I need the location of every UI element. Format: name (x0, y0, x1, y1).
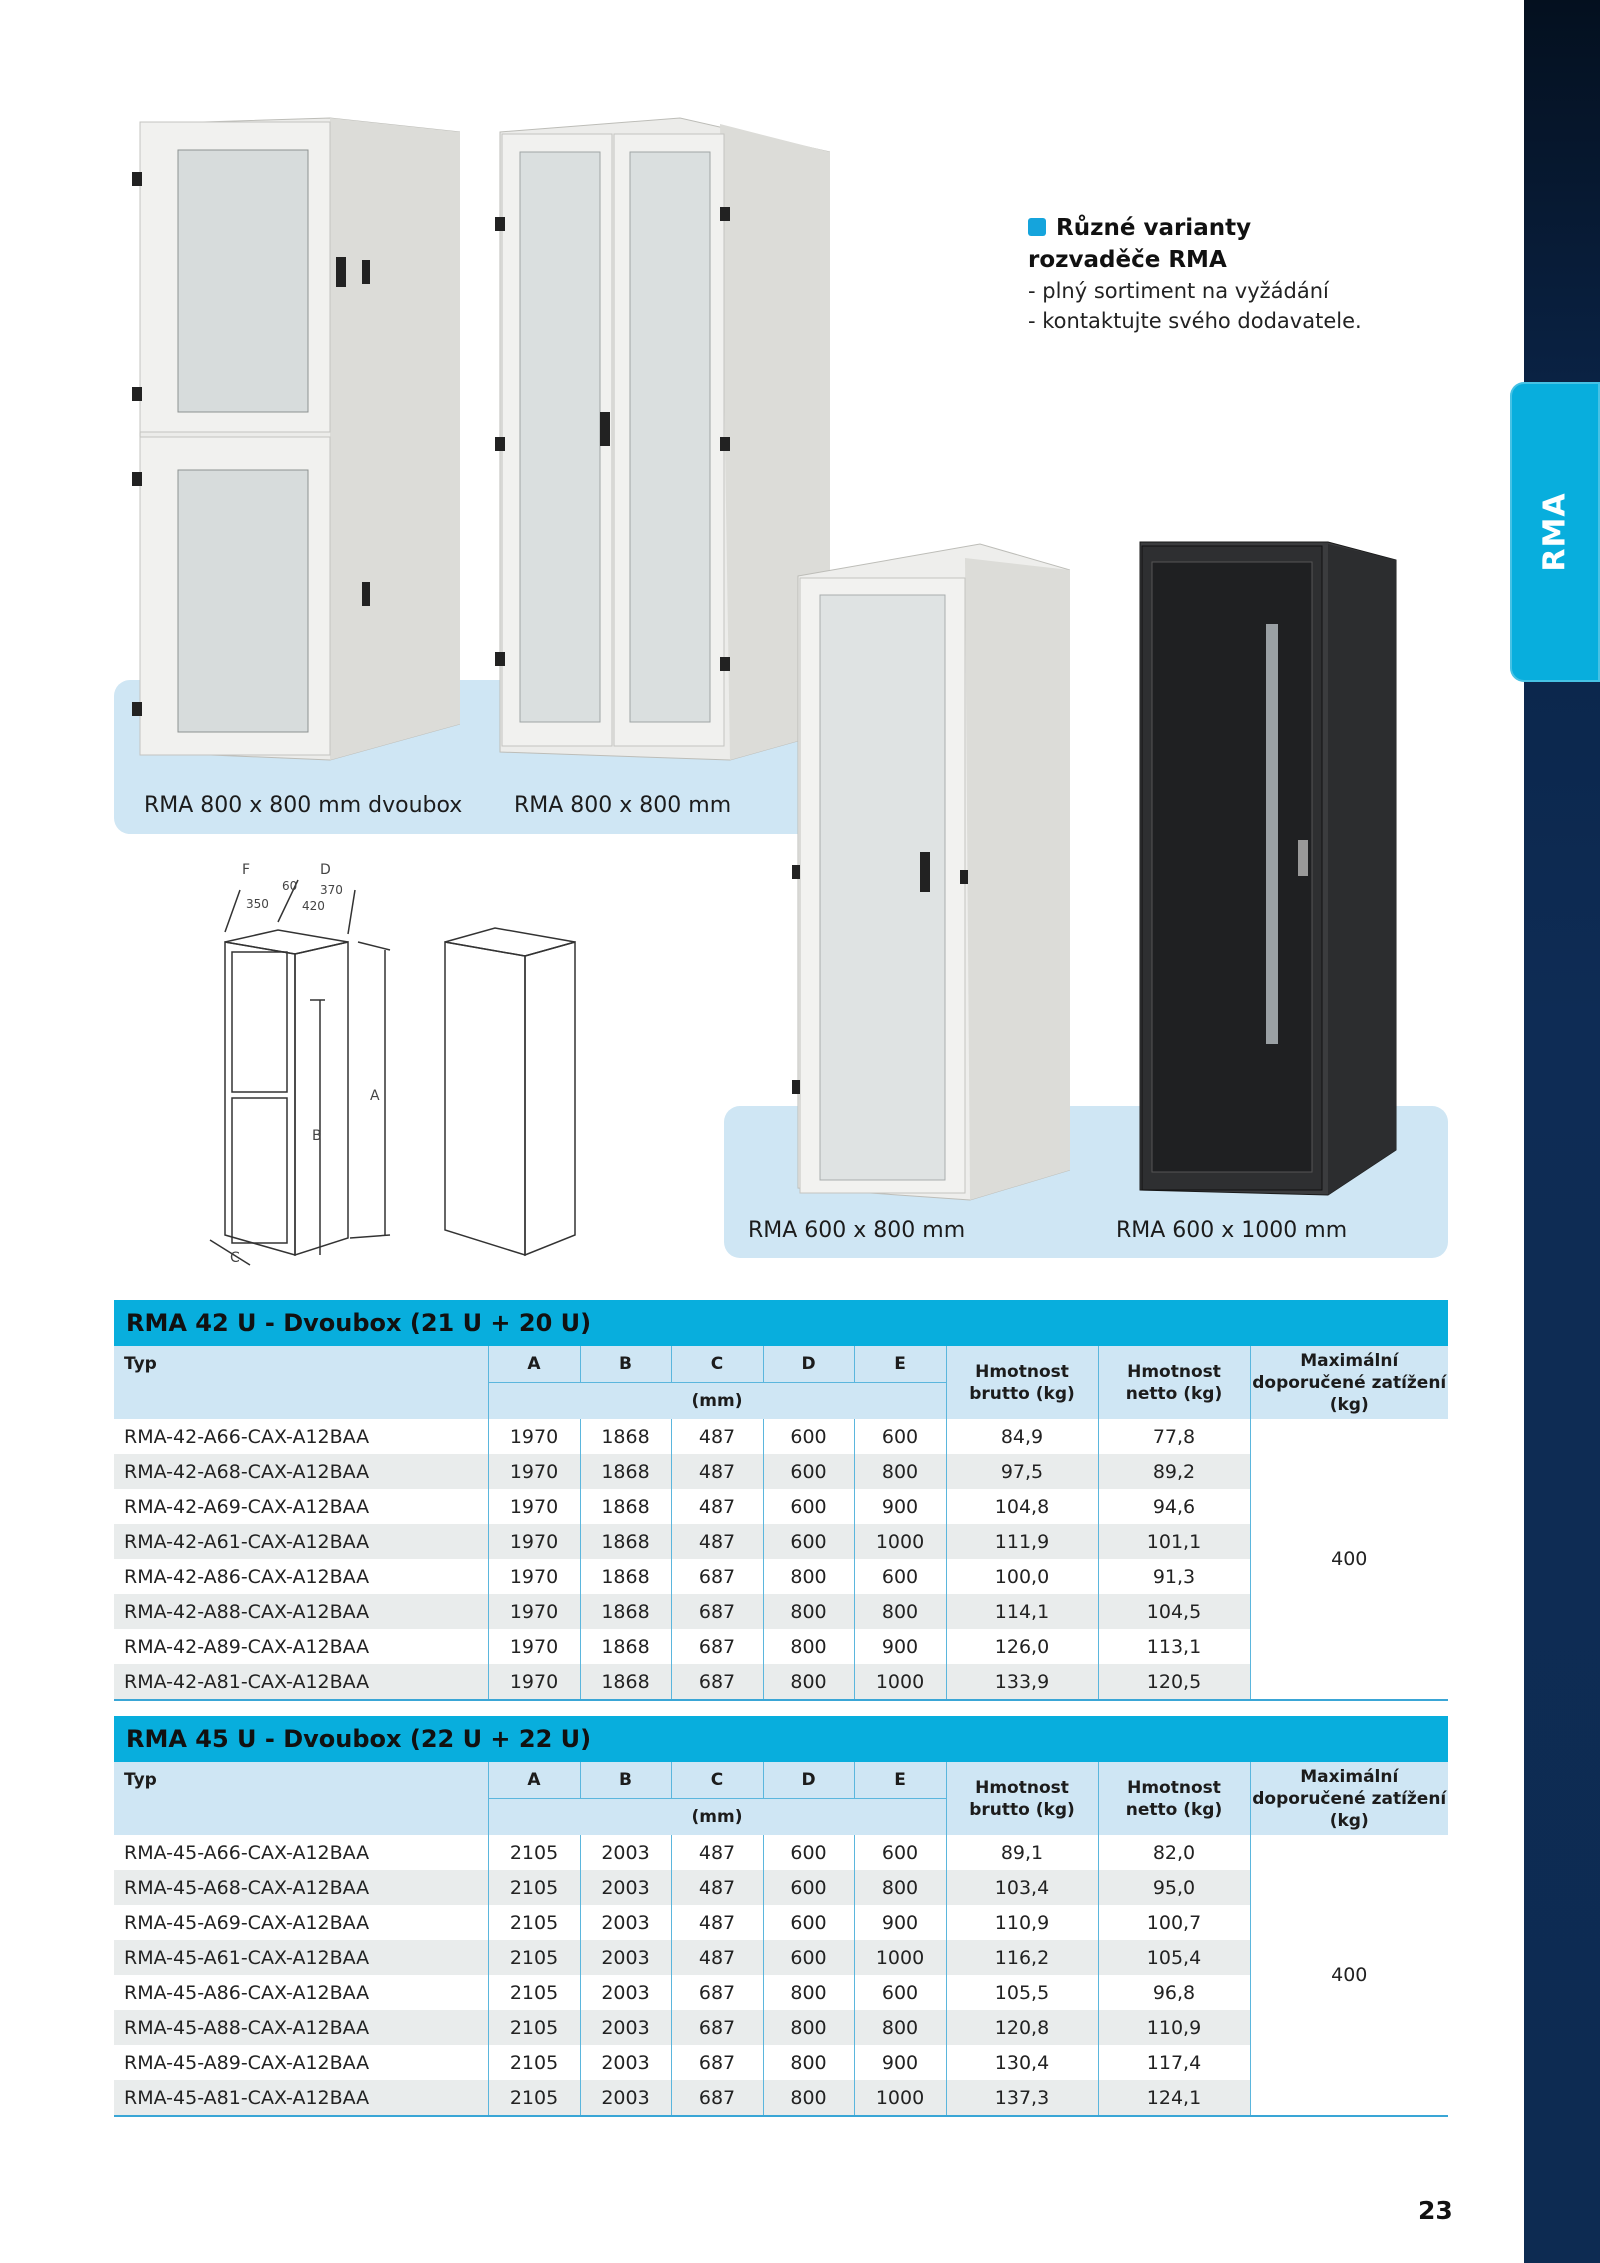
cell-e: 800 (854, 2010, 946, 2045)
cell-e: 900 (854, 1629, 946, 1664)
cell-a: 2105 (488, 2080, 580, 2115)
cell-c: 687 (671, 1975, 763, 2010)
cell-netto: 100,7 (1098, 1905, 1250, 1940)
cell-max-load: 400 (1250, 1419, 1448, 1699)
cell-b: 2003 (580, 2080, 671, 2115)
cell-c: 487 (671, 1489, 763, 1524)
cell-a: 1970 (488, 1524, 580, 1559)
cabinet-photo-800x800 (490, 112, 830, 762)
dim-label-a: A (370, 1088, 380, 1104)
cell-typ: RMA-42-A61-CAX-A12BAA (114, 1524, 488, 1559)
col-header-load: Maximální doporučené zatížení (kg) (1250, 1762, 1448, 1835)
cell-e: 900 (854, 1489, 946, 1524)
cell-c: 487 (671, 1419, 763, 1454)
cell-typ: RMA-42-A68-CAX-A12BAA (114, 1454, 488, 1489)
cell-e: 600 (854, 1559, 946, 1594)
page-number: 23 (1418, 2196, 1453, 2225)
cell-d: 600 (763, 1524, 854, 1559)
cell-b: 2003 (580, 2045, 671, 2080)
cell-a: 2105 (488, 2045, 580, 2080)
cell-c: 687 (671, 1594, 763, 1629)
dim-label-d: D (320, 862, 331, 878)
cell-b: 2003 (580, 1905, 671, 1940)
cabinet-photo-dvoubox (130, 112, 460, 772)
cell-typ: RMA-45-A69-CAX-A12BAA (124, 1911, 370, 1934)
cell-typ: RMA-45-A89-CAX-A12BAA (124, 2051, 370, 2074)
cell-b: 1868 (580, 1629, 671, 1664)
cell-netto: 77,8 (1098, 1419, 1250, 1454)
table-row (114, 1940, 1448, 1975)
col-header-brutto: Hmotnost brutto (kg) (946, 1346, 1098, 1419)
cell-a: 2105 (488, 2010, 580, 2045)
table-bottom-rule (114, 1699, 1448, 1701)
cell-d: 800 (763, 1594, 854, 1629)
cell-a: 1970 (488, 1629, 580, 1664)
table-row (114, 1454, 1448, 1489)
caption-rma-800x800: RMA 800 x 800 mm (514, 793, 732, 818)
table-title: RMA 42 U - Dvoubox (21 U + 20 U) (114, 1300, 1448, 1346)
cell-typ: RMA-45-A81-CAX-A12BAA (114, 2080, 488, 2115)
cell-b: 1868 (580, 1489, 671, 1524)
cell-typ: RMA-45-A68-CAX-A12BAA (114, 1870, 488, 1905)
table-row (114, 2080, 1448, 2115)
cell-e: 1000 (854, 2080, 946, 2115)
dim-label-350: 350 (246, 897, 269, 911)
cell-b: 1868 (580, 1524, 671, 1559)
cell-typ: RMA-45-A66-CAX-A12BAA (124, 1841, 370, 1864)
col-header-b: B (580, 1762, 671, 1799)
cell-e: 1000 (854, 1664, 946, 1699)
cell-b: 1868 (580, 1454, 671, 1489)
cell-typ: RMA-42-A88-CAX-A12BAA (114, 1594, 488, 1629)
cell-c: 487 (671, 1524, 763, 1559)
dim-label-60: 60 (282, 879, 298, 893)
cell-brutto: 133,9 (946, 1664, 1098, 1699)
table-row (114, 1629, 1448, 1664)
cell-a: 1970 (488, 1419, 580, 1454)
cell-a: 2105 (488, 1975, 580, 2010)
table1-body (114, 1419, 1448, 1699)
table-row (114, 1594, 1448, 1629)
col-header-typ: Typ (114, 1346, 488, 1419)
table-row (114, 1905, 1448, 1940)
dim-label-420: 420 (302, 899, 325, 913)
col-header-brutto: Hmotnost brutto (kg) (946, 1762, 1098, 1835)
cell-netto: 96,8 (1098, 1975, 1250, 2010)
cell-d: 800 (763, 1664, 854, 1699)
cell-b: 2003 (580, 1835, 671, 1870)
col-header-e: E (854, 1346, 946, 1383)
cell-typ: RMA-42-A86-CAX-A12BAA (124, 1565, 370, 1588)
dim-label-b: B (312, 1128, 322, 1144)
cell-b: 2003 (580, 1870, 671, 1905)
cell-brutto: 130,4 (946, 2045, 1098, 2080)
cell-brutto: 103,4 (946, 1870, 1098, 1905)
table-rma-42u (114, 1300, 1448, 1701)
cell-netto: 94,6 (1098, 1489, 1250, 1524)
cell-typ: RMA-42-A81-CAX-A12BAA (114, 1664, 488, 1699)
cell-d: 800 (763, 1975, 854, 2010)
cell-a: 2105 (488, 1940, 580, 1975)
cell-a: 1970 (488, 1664, 580, 1699)
col-header-d: D (763, 1762, 854, 1799)
cell-e: 900 (854, 2045, 946, 2080)
cell-netto: 124,1 (1098, 2080, 1250, 2115)
cell-d: 800 (763, 2010, 854, 2045)
cell-e: 800 (854, 1594, 946, 1629)
cell-brutto: 120,8 (946, 2010, 1098, 2045)
col-header-unit: (mm) (488, 1383, 946, 1420)
cell-brutto: 116,2 (946, 1940, 1098, 1975)
note-title-line1: Různé varianty (1056, 215, 1252, 241)
table-row (114, 1664, 1448, 1699)
cell-d: 600 (763, 1835, 854, 1870)
cell-e: 600 (854, 1975, 946, 2010)
table-title: RMA 45 U - Dvoubox (22 U + 22 U) (114, 1716, 1448, 1762)
caption-rma-600x800: RMA 600 x 800 mm (748, 1218, 966, 1243)
cell-e: 900 (854, 1905, 946, 1940)
cell-netto: 120,5 (1098, 1664, 1250, 1699)
cell-a: 1970 (488, 1454, 580, 1489)
cell-b: 1868 (580, 1594, 671, 1629)
cell-typ: RMA-45-A61-CAX-A12BAA (114, 1940, 488, 1975)
table-row (114, 1524, 1448, 1559)
col-header-e: E (854, 1762, 946, 1799)
cell-c: 687 (671, 2045, 763, 2080)
bullet-square-icon (1028, 218, 1046, 236)
spec-table (114, 1346, 1448, 1699)
cell-netto: 91,3 (1098, 1559, 1250, 1594)
cell-c: 487 (671, 1835, 763, 1870)
cell-netto: 101,1 (1098, 1524, 1250, 1559)
cell-brutto: 100,0 (946, 1559, 1098, 1594)
table-row (114, 1559, 1448, 1594)
cell-brutto: 105,5 (946, 1975, 1098, 2010)
col-header-d: D (763, 1346, 854, 1383)
table2-body (114, 1835, 1448, 2115)
cell-brutto: 137,3 (946, 2080, 1098, 2115)
cell-brutto: 89,1 (946, 1835, 1098, 1870)
section-tab-rma[interactable] (1510, 382, 1600, 682)
cell-e: 600 (854, 1419, 946, 1454)
dim-label-c: C (230, 1250, 240, 1266)
cell-d: 800 (763, 1629, 854, 1664)
cell-netto: 89,2 (1098, 1454, 1250, 1489)
cell-brutto: 126,0 (946, 1629, 1098, 1664)
table-rma-45u (114, 1716, 1448, 2117)
cell-a: 2105 (488, 1905, 580, 1940)
cell-b: 2003 (580, 2010, 671, 2045)
cell-a: 2105 (488, 1870, 580, 1905)
table-row (114, 1489, 1448, 1524)
cell-e: 800 (854, 1870, 946, 1905)
cell-e: 600 (854, 1835, 946, 1870)
table-bottom-rule (114, 2115, 1448, 2117)
col-header-netto: Hmotnost netto (kg) (1098, 1346, 1250, 1419)
cabinet-dimension-drawing (190, 850, 610, 1280)
cell-brutto: 114,1 (946, 1594, 1098, 1629)
table-row (114, 1835, 1448, 1870)
note-title-line2: rozvaděče RMA (1028, 247, 1227, 273)
cell-brutto: 104,8 (946, 1489, 1098, 1524)
cell-typ: RMA-45-A86-CAX-A12BAA (124, 1981, 370, 2004)
cell-netto: 110,9 (1098, 2010, 1250, 2045)
dim-label-f: F (242, 862, 251, 878)
cell-brutto: 97,5 (946, 1454, 1098, 1489)
cell-d: 600 (763, 1940, 854, 1975)
col-header-netto: Hmotnost netto (kg) (1098, 1762, 1250, 1835)
table-row (114, 1975, 1448, 2010)
cell-netto: 104,5 (1098, 1594, 1250, 1629)
note-line-1: - plný sortiment na vyžádání (1028, 279, 1329, 303)
cell-netto: 82,0 (1098, 1835, 1250, 1870)
cell-netto: 95,0 (1098, 1870, 1250, 1905)
cabinet-photo-600x800 (790, 540, 1070, 1210)
cell-max-load: 400 (1250, 1835, 1448, 2115)
cell-b: 2003 (580, 1975, 671, 2010)
cell-typ: RMA-42-A69-CAX-A12BAA (124, 1495, 370, 1518)
page-sidebar (1524, 0, 1600, 2263)
cell-typ: RMA-45-A88-CAX-A12BAA (114, 2010, 488, 2045)
spec-table (114, 1762, 1448, 2115)
cell-b: 1868 (580, 1559, 671, 1594)
section-tab-label: RMA (1537, 492, 1573, 572)
table-row (114, 2045, 1448, 2080)
cell-typ: RMA-42-A66-CAX-A12BAA (124, 1425, 370, 1448)
note-line-2: - kontaktujte svého dodavatele. (1028, 309, 1362, 333)
col-header-a: A (488, 1346, 580, 1383)
dim-label-370: 370 (320, 883, 343, 897)
cell-a: 2105 (488, 1835, 580, 1870)
cell-d: 600 (763, 1454, 854, 1489)
col-header-a: A (488, 1762, 580, 1799)
cell-c: 487 (671, 1940, 763, 1975)
cell-c: 687 (671, 1664, 763, 1699)
col-header-typ: Typ (114, 1762, 488, 1835)
col-header-c: C (671, 1762, 763, 1799)
caption-rma-800x800-dvoubox: RMA 800 x 800 mm dvoubox (144, 793, 463, 818)
cell-c: 687 (671, 2080, 763, 2115)
table-row (114, 2010, 1448, 2045)
cell-c: 487 (671, 1905, 763, 1940)
col-header-c: C (671, 1346, 763, 1383)
cell-brutto: 110,9 (946, 1905, 1098, 1940)
cell-d: 600 (763, 1870, 854, 1905)
cell-d: 600 (763, 1905, 854, 1940)
cell-c: 687 (671, 2010, 763, 2045)
cell-e: 1000 (854, 1940, 946, 1975)
cell-a: 1970 (488, 1559, 580, 1594)
cell-d: 800 (763, 2045, 854, 2080)
cell-c: 487 (671, 1454, 763, 1489)
cell-brutto: 84,9 (946, 1419, 1098, 1454)
cell-b: 2003 (580, 1940, 671, 1975)
cell-b: 1868 (580, 1419, 671, 1454)
cell-b: 1868 (580, 1664, 671, 1699)
cell-c: 487 (671, 1870, 763, 1905)
cell-d: 600 (763, 1419, 854, 1454)
note-title (1028, 212, 1468, 244)
cell-d: 600 (763, 1489, 854, 1524)
cell-c: 687 (671, 1559, 763, 1594)
table-row (114, 1419, 1448, 1454)
table-row (114, 1870, 1448, 1905)
caption-rma-600x1000: RMA 600 x 1000 mm (1116, 1218, 1348, 1243)
col-header-b: B (580, 1346, 671, 1383)
cell-d: 800 (763, 1559, 854, 1594)
col-header-load: Maximální doporučené zatížení (kg) (1250, 1346, 1448, 1419)
cell-netto: 105,4 (1098, 1940, 1250, 1975)
col-header-unit: (mm) (488, 1799, 946, 1836)
cell-netto: 117,4 (1098, 2045, 1250, 2080)
variants-note (1028, 212, 1468, 336)
cabinet-photo-600x1000 (1138, 540, 1398, 1200)
cell-a: 1970 (488, 1489, 580, 1524)
cell-brutto: 111,9 (946, 1524, 1098, 1559)
cell-typ: RMA-42-A89-CAX-A12BAA (124, 1635, 370, 1658)
cell-e: 1000 (854, 1524, 946, 1559)
cell-a: 1970 (488, 1594, 580, 1629)
cell-c: 687 (671, 1629, 763, 1664)
cell-netto: 113,1 (1098, 1629, 1250, 1664)
cell-d: 800 (763, 2080, 854, 2115)
cell-e: 800 (854, 1454, 946, 1489)
